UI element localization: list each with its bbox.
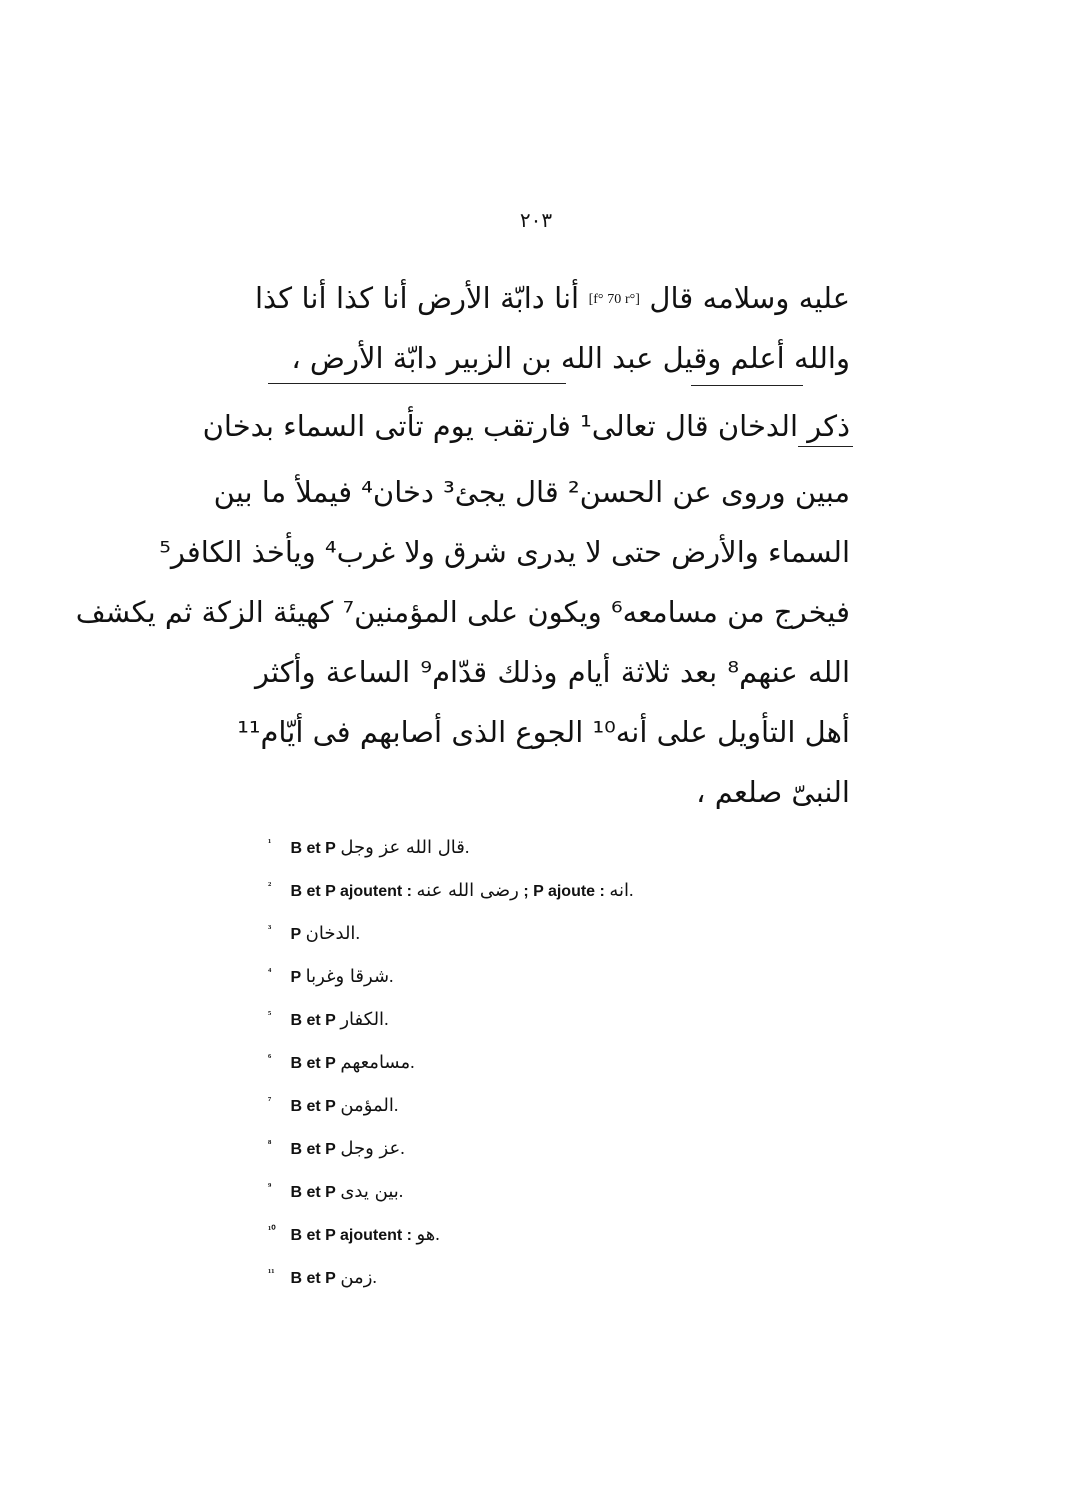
text-line-1 — [255, 268, 850, 328]
text-line-8: أهل التأويل على أنه¹⁰ الجوع الذى أصابهم فى أيّام¹¹ — [237, 715, 850, 749]
footnote-10 — [268, 1213, 768, 1256]
footnote-period: . — [629, 880, 634, 900]
footnote-number: ⁶ — [268, 1052, 272, 1064]
footnote-period: . — [398, 1181, 404, 1201]
footnotes-block — [268, 826, 768, 1299]
footnote-sigla: B et P — [290, 1184, 336, 1201]
footnote-period: . — [393, 1095, 399, 1115]
text-line-6: فيخرج من مسامعه⁶ ويكون على المؤمنين⁷ كهيئة الزكة ثم يكشف — [75, 595, 850, 629]
folio-marker: [f° 70 r°] — [588, 292, 640, 307]
footnote-sigla: B et P — [290, 1012, 336, 1029]
text-line-3: ذكر الدخان قال تعالى¹ فارتقب يوم تأتى السماء بدخان — [202, 409, 850, 443]
footnote-sigla: P — [290, 969, 302, 986]
footnote-period: . — [355, 923, 360, 943]
footnote-reading: رضى الله عنه — [416, 880, 519, 901]
text-line-1-end: أنا دابّة الأرض أنا كذا أنا كذا — [255, 281, 580, 315]
footnote-sigla-extra: ; P ajoute : — [523, 883, 605, 900]
footnote-reading: قال الله عز وجل — [340, 837, 465, 858]
main-text-block — [75, 268, 850, 822]
footnote-sigla: B et P — [290, 1270, 336, 1287]
footnote-sigla: P — [290, 926, 302, 943]
footnote-period: . — [435, 1224, 440, 1244]
footnote-5 — [268, 998, 768, 1041]
underline-rule — [691, 385, 803, 386]
footnote-reading: هو — [416, 1224, 436, 1245]
footnote-number: ⁴ — [268, 966, 272, 978]
footnote-4 — [268, 955, 768, 998]
footnote-number: ⁷ — [268, 1095, 272, 1107]
footnote-number: ⁹ — [268, 1181, 272, 1193]
text-line-5: السماء والأرض حتى لا يدرى شرق ولا غرب⁴ ويأخذ الكافر⁵ — [159, 535, 850, 569]
footnote-period: . — [384, 1009, 389, 1029]
footnote-period: . — [464, 837, 470, 857]
footnote-3 — [268, 912, 768, 955]
footnote-reading: عز وجل — [340, 1138, 401, 1159]
footnote-sigla: B et P — [290, 1098, 336, 1115]
text-line-2: والله أعلم وقيل عبد الله بن الزبير دابّة الأرض ، — [291, 341, 850, 375]
footnote-7 — [268, 1084, 768, 1127]
footnote-sigla: B et P — [290, 1055, 336, 1072]
footnote-number: ² — [268, 880, 272, 892]
footnote-9 — [268, 1170, 768, 1213]
footnote-reading-extra: انه — [609, 880, 630, 901]
footnote-reading: المؤمن — [340, 1095, 394, 1116]
page-number: ٢٠٣ — [519, 208, 553, 232]
footnote-period: . — [389, 966, 394, 986]
footnote-1 — [268, 826, 768, 869]
footnote-period: . — [372, 1267, 377, 1287]
footnote-2 — [268, 869, 768, 912]
footnote-number: ⁵ — [268, 1009, 272, 1021]
footnote-period: . — [400, 1138, 405, 1158]
footnote-sigla: B et P — [290, 1141, 336, 1158]
footnote-reading: شرقا وغربا — [305, 966, 390, 987]
footnote-reading: الدخان — [305, 923, 356, 944]
footnote-6 — [268, 1041, 768, 1084]
text-line-7: الله عنهم⁸ بعد ثلاثة أيام وذلك قدّام⁹ الساعة وأكثر — [255, 655, 850, 689]
text-line-9: النبىّ صلعم ، — [696, 775, 850, 809]
footnote-number: ¹⁰ — [268, 1224, 276, 1236]
footnote-number: ¹¹ — [268, 1267, 275, 1279]
footnote-11 — [268, 1256, 768, 1299]
footnote-reading: الكفار — [340, 1009, 385, 1030]
footnote-reading: مسامعهم — [340, 1052, 411, 1073]
footnote-number: ³ — [268, 923, 272, 935]
footnote-sigla: B et P ajoutent : — [290, 1227, 412, 1244]
footnote-8 — [268, 1127, 768, 1170]
short-overline-rule — [798, 446, 853, 447]
text-line-1-start: عليه وسلامه قال — [649, 281, 850, 315]
footnote-reading: بين يدى — [340, 1181, 399, 1202]
section-divider-rule — [268, 383, 566, 384]
footnote-sigla: B et P — [290, 840, 336, 857]
footnote-number: ⁸ — [268, 1138, 272, 1150]
footnote-reading: زمن — [340, 1267, 373, 1288]
text-line-4: مبين وروى عن الحسن² قال يجئ³ دخان⁴ فيملأ ما بين — [213, 475, 850, 509]
footnote-sigla: B et P ajoutent : — [290, 883, 412, 900]
footnote-number: ¹ — [268, 837, 272, 849]
footnote-period: . — [410, 1052, 415, 1072]
